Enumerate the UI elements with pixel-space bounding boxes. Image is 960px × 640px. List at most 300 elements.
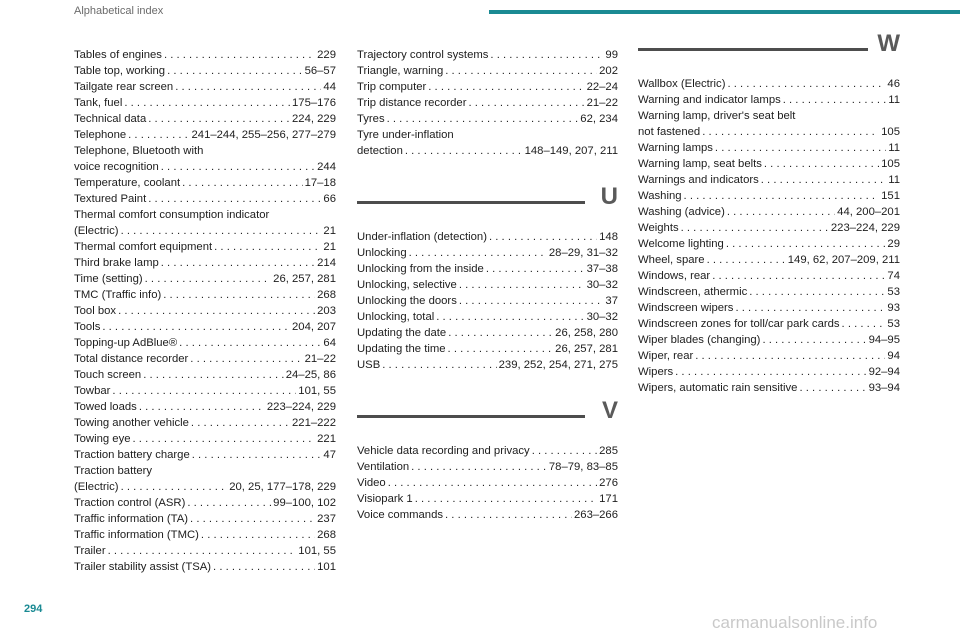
leader-dots <box>213 559 315 575</box>
index-entry-line <box>357 229 618 245</box>
index-entry-pages: 101, 55 <box>298 385 336 397</box>
index-entry-pages: 11 <box>888 142 900 154</box>
leader-dots <box>190 351 302 367</box>
index-entry-term: Tyres <box>357 113 385 125</box>
index-entry-line <box>74 495 336 511</box>
index-entry <box>74 303 336 319</box>
index-entry-pages: 203 <box>317 305 336 317</box>
index-entry-line <box>74 351 336 367</box>
index-entry-pages: 224, 229 <box>292 113 336 125</box>
index-entry-line <box>74 127 336 143</box>
index-entry-line <box>638 380 900 396</box>
leader-dots <box>112 383 296 399</box>
index-entry-pages: 223–224, 229 <box>266 401 336 413</box>
index-entry-pages: 99–100, 102 <box>273 497 336 509</box>
index-entry-term: Touch screen <box>74 369 142 381</box>
index-entry-term: Unlocking from the inside <box>357 263 484 275</box>
letter-heading <box>357 181 618 229</box>
index-entry <box>638 108 900 140</box>
index-entry-pages: 276 <box>599 477 618 489</box>
index-entry-pages: 223–224, 229 <box>830 222 900 234</box>
section-spacer <box>357 159 618 181</box>
index-entry <box>638 92 900 108</box>
index-entry <box>638 284 900 300</box>
index-entry-term: Weights <box>638 222 679 234</box>
index-entry-pages: 21 <box>323 225 336 237</box>
letter-section <box>638 28 900 396</box>
index-entry-pages: 74 <box>887 270 900 282</box>
index-entry <box>357 79 618 95</box>
index-entry-line <box>357 245 618 261</box>
index-entry-pages: 221 <box>317 433 336 445</box>
index-entry-term: Warning lamp, driver's seat belt <box>638 110 796 122</box>
index-entry-term: Windscreen wipers <box>638 302 734 314</box>
index-entry-line <box>74 223 336 239</box>
leader-dots <box>681 220 829 236</box>
index-entry-term: not fastened <box>638 126 701 138</box>
index-entry-term: Telephone, Bluetooth with <box>74 145 204 157</box>
leader-dots <box>727 76 885 92</box>
index-entry <box>638 364 900 380</box>
index-entry-term: Tank, fuel <box>74 97 123 109</box>
leader-dots <box>415 491 597 507</box>
leader-dots <box>118 303 315 319</box>
index-entry-line <box>357 475 618 491</box>
index-entry-pages: 105 <box>881 158 900 170</box>
index-entry-pages: 21–22 <box>304 353 336 365</box>
index-entry <box>74 287 336 303</box>
leader-dots <box>214 239 321 255</box>
section-letter: W <box>877 30 900 57</box>
index-entry <box>74 79 336 95</box>
leader-dots <box>191 415 290 431</box>
index-entry-line <box>638 300 900 316</box>
index-entry-term: Wheel, spare <box>638 254 705 266</box>
section-spacer <box>357 373 618 395</box>
index-entry-term: Wipers, automatic rain sensitive <box>638 382 798 394</box>
index-entry-pages: 78–79, 83–85 <box>548 461 618 473</box>
index-entry <box>74 511 336 527</box>
index-entry <box>357 261 618 277</box>
index-entry-line <box>74 367 336 383</box>
index-entry-line <box>74 319 336 335</box>
index-entry-line <box>74 463 336 479</box>
leader-dots <box>192 447 322 463</box>
index-entry-term: Windscreen zones for toll/car park cards <box>638 318 840 330</box>
index-entry-pages: 105 <box>881 126 900 138</box>
index-entry <box>357 507 618 523</box>
index-entry-term: Temperature, coolant <box>74 177 181 189</box>
leader-dots <box>428 79 584 95</box>
index-entry <box>357 491 618 507</box>
leader-dots <box>411 459 547 475</box>
index-entry <box>357 95 618 111</box>
leader-dots <box>161 159 315 175</box>
index-entry <box>638 316 900 332</box>
index-entry-term: Towing another vehicle <box>74 417 189 429</box>
index-entry-line <box>638 204 900 220</box>
index-entry <box>74 319 336 335</box>
page-header-title: Alphabetical index <box>74 5 164 17</box>
index-entry-pages: 26, 257, 281 <box>273 273 336 285</box>
index-entry-line <box>74 287 336 303</box>
index-entry <box>638 204 900 220</box>
index-entry-term: Towed loads <box>74 401 137 413</box>
index-entry-term: Thermal comfort consumption indicator <box>74 209 270 221</box>
index-entry-pages: 149, 62, 207–209, 211 <box>787 254 900 266</box>
index-entry-line <box>74 415 336 431</box>
index-entry-line <box>638 236 900 252</box>
index-entry-pages: 30–32 <box>586 279 618 291</box>
index-entry-pages: 26, 258, 280 <box>555 327 618 339</box>
index-entry <box>638 236 900 252</box>
leader-dots <box>187 495 271 511</box>
leader-dots <box>124 95 290 111</box>
index-entry-term: Wipers <box>638 366 674 378</box>
index-entry-term: Traction control (ASR) <box>74 497 186 509</box>
index-entry-term: Towbar <box>74 385 111 397</box>
index-entry-line <box>638 268 900 284</box>
index-entry-line <box>357 459 618 475</box>
index-entry <box>74 207 336 239</box>
index-entry-term: Warning and indicator lamps <box>638 94 781 106</box>
index-entry-pages: 214 <box>317 257 336 269</box>
leader-dots <box>108 543 297 559</box>
index-entry-pages: 44, 200–201 <box>837 206 900 218</box>
index-entry-pages: 263–266 <box>574 509 618 521</box>
leader-dots <box>486 261 585 277</box>
leader-dots <box>702 124 879 140</box>
index-entry-line <box>74 143 336 159</box>
leader-dots <box>726 236 886 252</box>
leader-dots <box>145 271 272 287</box>
index-entry <box>74 95 336 111</box>
leader-dots <box>761 172 886 188</box>
index-entry-pages: 46 <box>887 78 900 90</box>
leader-dots <box>799 380 866 396</box>
index-entry-pages: 99 <box>605 49 618 61</box>
index-entry <box>638 156 900 172</box>
index-entry <box>357 63 618 79</box>
leader-dots <box>133 431 316 447</box>
index-entry-pages: 21–22 <box>586 97 618 109</box>
index-entry <box>357 47 618 63</box>
index-entry-pages: 44 <box>323 81 336 93</box>
index-entry-pages: 21 <box>323 241 336 253</box>
index-entry-pages: 151 <box>881 190 900 202</box>
index-entry-pages: 92–94 <box>868 366 900 378</box>
index-entry-pages: 93 <box>887 302 900 314</box>
index-entry <box>74 367 336 383</box>
section-letter: V <box>601 397 618 424</box>
index-entry-line <box>74 527 336 543</box>
index-entry-pages: 28–29, 31–32 <box>548 247 618 259</box>
index-entry-term: Towing eye <box>74 433 131 445</box>
index-entry-line <box>74 431 336 447</box>
index-entry-line <box>357 95 618 111</box>
leader-dots <box>148 191 321 207</box>
letter-divider-rule <box>357 201 585 204</box>
leader-dots <box>388 475 597 491</box>
index-entry-line <box>74 79 336 95</box>
leader-dots <box>448 341 554 357</box>
index-entry-term: Warnings and indicators <box>638 174 759 186</box>
index-entry-line <box>74 159 336 175</box>
leader-dots <box>675 364 866 380</box>
index-entry-pages: 66 <box>323 193 336 205</box>
index-entry-term: Updating the date <box>357 327 447 339</box>
index-entry <box>74 415 336 431</box>
index-entry-pages: 94 <box>887 350 900 362</box>
index-entry-line <box>638 284 900 300</box>
index-entry <box>357 127 618 159</box>
index-entry <box>74 191 336 207</box>
leader-dots <box>167 63 303 79</box>
index-entry <box>357 357 618 373</box>
index-entry <box>357 245 618 261</box>
index-entry <box>74 559 336 575</box>
leader-dots <box>448 325 553 341</box>
index-entry-term: Video <box>357 477 386 489</box>
index-entry-term: Welcome lighting <box>638 238 724 250</box>
leader-dots <box>143 367 284 383</box>
index-entry <box>357 475 618 491</box>
index-entry-pages: 202 <box>599 65 618 77</box>
leader-dots <box>175 79 321 95</box>
index-entry-term: Tailgate rear screen <box>74 81 174 93</box>
index-entry-line <box>74 447 336 463</box>
index-entry-pages: 268 <box>317 289 336 301</box>
index-column-2 <box>357 47 618 523</box>
index-entry <box>74 463 336 495</box>
index-entry-line <box>357 325 618 341</box>
index-entry-line <box>357 357 618 373</box>
index-entry-line <box>357 261 618 277</box>
index-entry-pages: 148–149, 207, 211 <box>524 145 618 157</box>
index-entry-pages: 239, 252, 254, 271, 275 <box>498 359 618 371</box>
leader-dots <box>190 511 315 527</box>
leader-dots <box>532 443 597 459</box>
index-entry-pages: 241–244, 255–256, 277–279 <box>191 129 336 141</box>
index-entry <box>74 239 336 255</box>
index-entry-line <box>638 172 900 188</box>
index-entry-line <box>638 188 900 204</box>
index-entry-line <box>638 332 900 348</box>
index-entry <box>357 325 618 341</box>
leader-dots <box>707 252 786 268</box>
index-entry-pages: 24–25, 86 <box>285 369 336 381</box>
leader-dots <box>164 47 315 63</box>
index-entry-term: Warning lamp, seat belts <box>638 158 762 170</box>
index-entry-term: Textured Paint <box>74 193 147 205</box>
index-entry-term: Tool box <box>74 305 117 317</box>
leader-dots <box>445 63 597 79</box>
index-entry <box>74 47 336 63</box>
index-entry <box>74 175 336 191</box>
index-entry-pages: 285 <box>599 445 618 457</box>
index-entry-line <box>638 140 900 156</box>
index-entry <box>74 495 336 511</box>
index-entry <box>357 443 618 459</box>
index-entry-term: detection <box>357 145 403 157</box>
index-entry-term: Time (setting) <box>74 273 143 285</box>
leader-dots <box>764 156 879 172</box>
index-entry-term: voice recognition <box>74 161 159 173</box>
leader-dots <box>727 204 835 220</box>
index-entry-line <box>74 175 336 191</box>
index-entry-term: Unlocking, selective <box>357 279 457 291</box>
index-entry-term: Washing <box>638 190 682 202</box>
index-entry <box>638 332 900 348</box>
index-entry-pages: 37 <box>605 295 618 307</box>
index-entry-pages: 11 <box>888 94 900 106</box>
index-entry-term: Tools <box>74 321 101 333</box>
index-entry-term: Thermal comfort equipment <box>74 241 213 253</box>
index-entry-term: Traction battery charge <box>74 449 190 461</box>
letter-heading <box>357 395 618 443</box>
index-entry-line <box>357 143 618 159</box>
index-column-1 <box>74 47 336 575</box>
index-entry-term: Unlocking <box>357 247 407 259</box>
index-entry-term: Voice commands <box>357 509 444 521</box>
leader-dots <box>490 47 603 63</box>
index-entry-line <box>357 309 618 325</box>
index-entry-line <box>357 507 618 523</box>
leader-dots <box>102 319 290 335</box>
index-entry <box>74 399 336 415</box>
leader-dots <box>749 284 885 300</box>
index-entry-pages: 22–24 <box>586 81 618 93</box>
index-entry <box>74 447 336 463</box>
index-entry-term: Warning lamps <box>638 142 713 154</box>
leader-dots <box>712 268 885 284</box>
index-entry-term: Total distance recorder <box>74 353 189 365</box>
leader-dots <box>715 140 886 156</box>
index-entry-line <box>638 108 900 124</box>
index-entry <box>74 271 336 287</box>
index-entry-term: Wiper blades (changing) <box>638 334 761 346</box>
index-entry-pages: 244 <box>317 161 336 173</box>
index-entry-term: Traffic information (TMC) <box>74 529 199 541</box>
page-number: 294 <box>24 603 43 615</box>
letter-divider-rule <box>638 48 868 51</box>
index-entry-pages: 53 <box>887 286 900 298</box>
index-entry-pages: 11 <box>888 174 900 186</box>
index-entry-line <box>638 252 900 268</box>
leader-dots <box>409 245 547 261</box>
index-entry-line <box>638 156 900 172</box>
index-entry-term: Telephone <box>74 129 127 141</box>
index-entry <box>638 188 900 204</box>
leader-dots <box>128 127 189 143</box>
index-entry <box>638 268 900 284</box>
index-entry-line <box>357 127 618 143</box>
index-entry-line <box>74 255 336 271</box>
index-entry <box>638 172 900 188</box>
section-letter: U <box>600 183 618 210</box>
leader-dots <box>163 287 315 303</box>
leader-dots <box>489 229 597 245</box>
index-entry <box>357 277 618 293</box>
index-entry-pages: 47 <box>323 449 336 461</box>
leader-dots <box>459 277 585 293</box>
index-entry-term: Updating the time <box>357 343 446 355</box>
index-entry-line <box>74 511 336 527</box>
index-entry <box>74 527 336 543</box>
leader-dots <box>382 357 496 373</box>
index-entry-term: Wallbox (Electric) <box>638 78 726 90</box>
index-entry-line <box>74 543 336 559</box>
index-entry-line <box>638 364 900 380</box>
index-entry <box>357 229 618 245</box>
index-entry-term: Traction battery <box>74 465 153 477</box>
index-entry-line <box>74 303 336 319</box>
index-entry <box>74 431 336 447</box>
index-entry <box>638 76 900 92</box>
leader-dots <box>201 527 315 543</box>
index-entry <box>74 335 336 351</box>
index-entry <box>638 252 900 268</box>
index-entry <box>74 543 336 559</box>
index-entry-term: Tyre under-inflation <box>357 129 454 141</box>
leader-dots <box>762 332 866 348</box>
index-entry-line <box>74 479 336 495</box>
index-entry-pages: 204, 207 <box>292 321 336 333</box>
index-entry-pages: 229 <box>317 49 336 61</box>
index-entry-pages: 56–57 <box>304 65 336 77</box>
index-entry-line <box>357 47 618 63</box>
index-entry-pages: 17–18 <box>304 177 336 189</box>
letter-divider-rule <box>357 415 585 418</box>
index-entry-term: Unlocking, total <box>357 311 435 323</box>
index-entry-term: Unlocking the doors <box>357 295 457 307</box>
leader-dots <box>121 479 228 495</box>
index-entry <box>74 255 336 271</box>
index-entry-line <box>74 47 336 63</box>
index-entry-line <box>357 491 618 507</box>
index-entry-term: USB <box>357 359 381 371</box>
index-entry <box>74 143 336 175</box>
index-entry <box>357 293 618 309</box>
index-entry <box>357 309 618 325</box>
index-entry <box>357 111 618 127</box>
index-entry-term: Traffic information (TA) <box>74 513 189 525</box>
index-entry-pages: 94–95 <box>868 334 900 346</box>
leader-dots <box>735 300 885 316</box>
index-entry-term: Technical data <box>74 113 147 125</box>
leader-dots <box>121 223 322 239</box>
index-entry-term: Ventilation <box>357 461 410 473</box>
index-entry-term: Visiopark 1 <box>357 493 413 505</box>
leader-dots <box>695 348 885 364</box>
index-entry-term: Vehicle data recording and privacy <box>357 445 530 457</box>
index-entry-line <box>357 293 618 309</box>
leader-dots <box>436 309 584 325</box>
index-entry-term: Table top, working <box>74 65 166 77</box>
index-entry-pages: 175–176 <box>292 97 336 109</box>
index-entry-pages: 148 <box>599 231 618 243</box>
leader-dots <box>139 399 265 415</box>
index-entry-line <box>74 399 336 415</box>
index-entry-line <box>357 111 618 127</box>
index-entry-term: Topping-up AdBlue® <box>74 337 178 349</box>
header-accent-bar <box>489 10 960 14</box>
index-entry-pages: 93–94 <box>868 382 900 394</box>
leader-dots <box>148 111 290 127</box>
index-entry-line <box>638 76 900 92</box>
index-entry-line <box>357 79 618 95</box>
index-entry-term: Windows, rear <box>638 270 711 282</box>
